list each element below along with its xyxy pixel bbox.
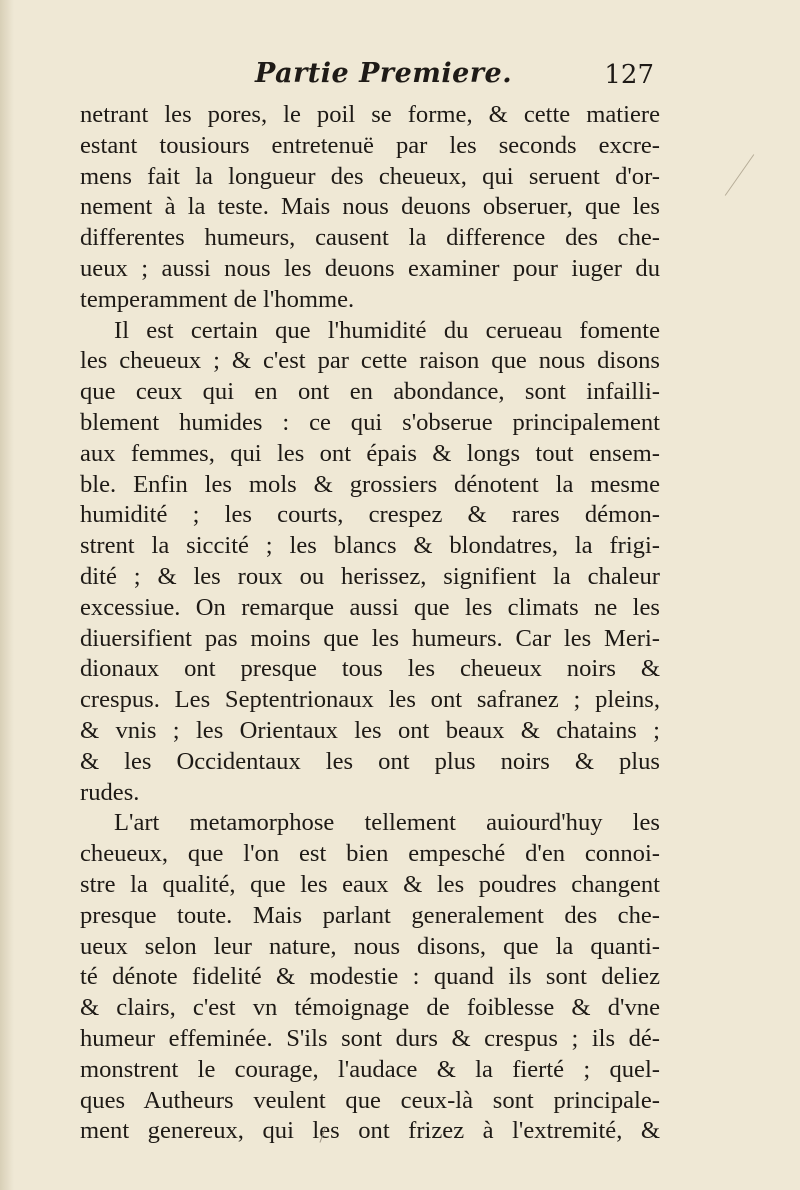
running-head: Partie Premiere. bbox=[255, 58, 513, 89]
text-line: crespus. Les Septentrionaux les ont safranez ; pleins, bbox=[80, 686, 660, 714]
text-line: rudes. bbox=[80, 778, 140, 806]
text-line: dionaux ont presque tous les cheueux noirs & bbox=[80, 655, 660, 683]
text-line: stre la qualité, que les eaux & les poudres changent bbox=[80, 870, 660, 898]
text-line: netrant les pores, le poil se forme, & cette matiere bbox=[80, 101, 660, 128]
text-line: ble. Enfin les mols & grossiers dénotent la mesme bbox=[80, 470, 660, 498]
margin-stain bbox=[725, 154, 754, 196]
text-line: temperamment de l'homme. bbox=[80, 285, 355, 313]
text-line: ques Autheurs veulent que ceux-là sont principale- bbox=[80, 1086, 660, 1114]
text-line: differentes humeurs, causent la difference des che- bbox=[80, 224, 660, 252]
page-header bbox=[80, 58, 660, 98]
text-line: strent la siccité ; les blancs & blondatres, la frigi- bbox=[80, 532, 660, 560]
text-line: monstrent le courage, l'audace & la fierté ; quel- bbox=[80, 1055, 660, 1083]
text-line: les cheueux ; & c'est par cette raison que nous disons bbox=[80, 347, 660, 375]
text-line: humeur effeminée. S'ils sont durs & crespus ; ils dé- bbox=[80, 1024, 660, 1052]
text-line: excessiue. On remarque aussi que les climats ne les bbox=[80, 593, 660, 621]
text-line: aux femmes, qui les ont épais & longs tout ensem- bbox=[80, 439, 660, 467]
text-line: L'art metamorphose tellement auiourd'huy les bbox=[114, 809, 660, 837]
text-line: blement humides : ce qui s'obserue principalement bbox=[80, 408, 660, 436]
text-line: ueux selon leur nature, nous disons, que la quanti- bbox=[80, 932, 660, 960]
text-line: estant tousiours entretenuë par les seconds excre- bbox=[80, 131, 660, 159]
text-line: té dénote fidelité & modestie : quand ils sont deliez bbox=[80, 963, 660, 991]
text-line: & clairs, c'est vn témoignage de foiblesse & d'vne bbox=[80, 994, 660, 1022]
text-line: dité ; & les roux ou herissez, signifient la chaleur bbox=[80, 562, 660, 590]
text-line: Il est certain que l'humidité du cerueau fomente bbox=[114, 316, 660, 344]
text-line: & les Occidentaux les ont plus noirs & plus bbox=[80, 747, 660, 775]
text-line: que ceux qui en ont en abondance, sont infailli- bbox=[80, 378, 660, 406]
text-line: humidité ; les courts, crespez & rares démon- bbox=[80, 501, 660, 529]
text-line: presque toute. Mais parlant generalement des che- bbox=[80, 901, 660, 929]
text-line: mens fait la longueur des cheueux, qui seruent d'or- bbox=[80, 162, 660, 190]
body-text bbox=[80, 100, 660, 1147]
page-gutter-shadow bbox=[0, 0, 14, 1190]
text-line: nement à la teste. Mais nous deuons obseruer, que les bbox=[80, 193, 660, 221]
text-line: ment genereux, qui les ont frizez à l'extremité, & bbox=[80, 1117, 660, 1145]
text-line: ueux ; aussi nous les deuons examiner pour iuger du bbox=[80, 254, 660, 282]
page-number: 127 bbox=[604, 60, 654, 90]
text-line: & vnis ; les Orientaux les ont beaux & chatains ; bbox=[80, 716, 660, 744]
text-line: diuersifient pas moins que les humeurs. Car les Meri- bbox=[80, 624, 660, 652]
text-line: cheueux, que l'on est bien empesché d'en connoi- bbox=[80, 840, 660, 868]
